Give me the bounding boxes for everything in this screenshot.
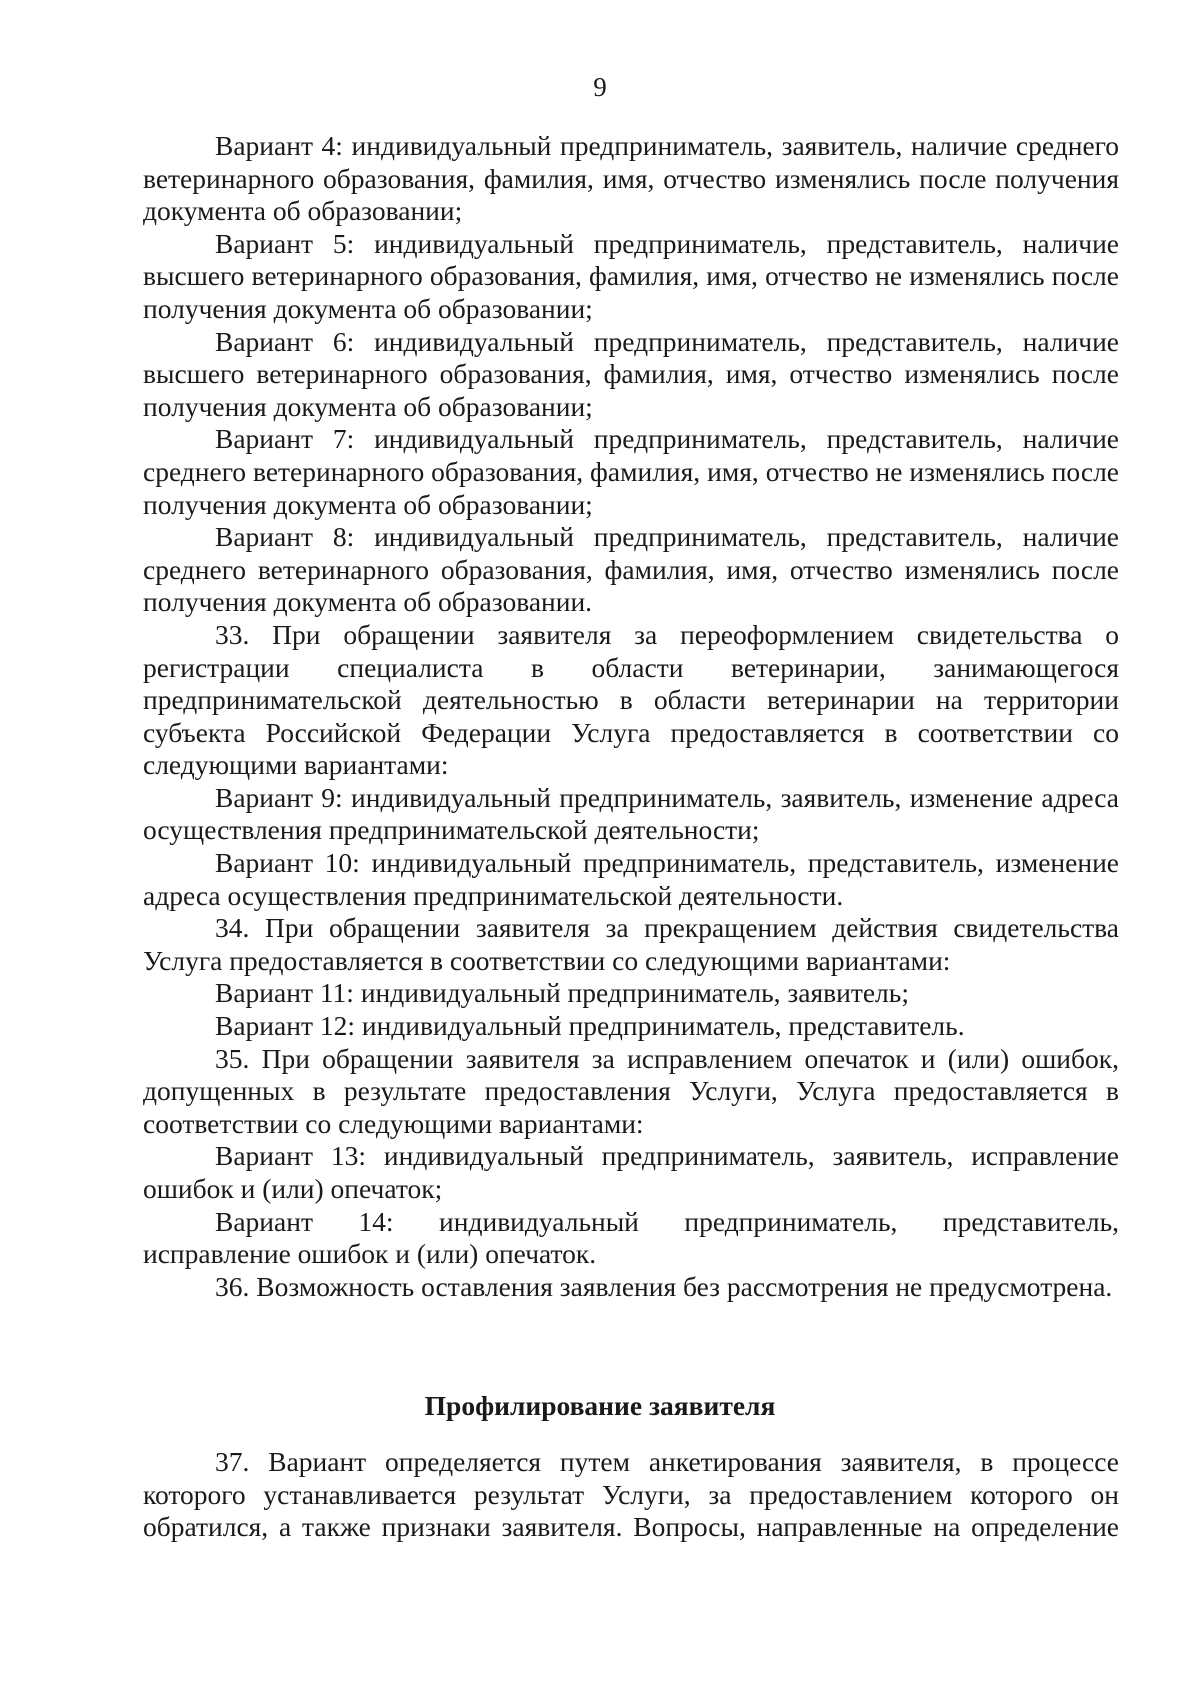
paragraph-variant-6: Вариант 6: индивидуальный предприниматель, представитель, наличие высшего ветеринарного образования, фамилия, имя, отчество изменялись после получения документа об образовании; [143,325,1119,422]
paragraph-37: 37. Вариант определяется путем анкетирования заявителя, в процессе которого устанавливается результат Услуги, за предоставлением которого он обратился, а также признаки заявителя. Вопросы, направленные на определение [143,1446,1119,1543]
paragraph-variant-5: Вариант 5: индивидуальный предприниматель, представитель, наличие высшего ветеринарного образования, фамилия, имя, отчество не изменялись после получения документа об образовании; [143,227,1119,324]
paragraph-variant-12: Вариант 12: индивидуальный предприниматель, представитель. [215,1010,965,1042]
paragraph-variant-7: Вариант 7: индивидуальный предприниматель, представитель, наличие среднего ветеринарного образования, фамилия, имя, отчество не изменялись после получения документа об образовании; [143,423,1119,520]
section-body [143,1446,1119,1544]
page-number: 9 [593,72,607,102]
paragraph-variant-13: Вариант 13: индивидуальный предприниматель, заявитель, исправление ошибок и (или) опечаток; [143,1140,1119,1204]
paragraph-33: 33. При обращении заявителя за переоформлением свидетельства о регистрации специалиста в области ветеринарии, занимающегося предпринимательской деятельностью в области ветеринарии на территории субъекта Российской Федерации Услуга предоставляется в соответствии со следующими вариантами: [143,618,1119,781]
document-body [143,130,1119,1303]
paragraph-variant-8: Вариант 8: индивидуальный предприниматель, представитель, наличие среднего ветеринарного образования, фамилия, имя, отчество изменялись после получения документа об образовании. [143,521,1119,618]
paragraph-variant-14: Вариант 14: индивидуальный предприниматель, представитель, исправление ошибок и (или) опечаток. [143,1205,1119,1270]
paragraph-variant-11: Вариант 11: индивидуальный предприниматель, заявитель; [215,977,909,1009]
paragraph-34: 34. При обращении заявителя за прекращением действия свидетельства Услуга предоставляется в соответствии со следующими вариантами: [143,912,1119,976]
paragraph-variant-4: Вариант 4: индивидуальный предприниматель, заявитель, наличие среднего ветеринарного образования, фамилия, имя, отчество изменялись после получения документа об образовании; [143,130,1119,227]
paragraph-variant-9: Вариант 9: индивидуальный предприниматель, заявитель, изменение адреса осуществления предпринимательской деятельности; [143,781,1119,846]
paragraph-35: 35. При обращении заявителя за исправлением опечаток и (или) ошибок, допущенных в результате предоставления Услуги, Услуга предоставляется в соответствии со следующими вариантами: [143,1042,1119,1139]
paragraph-variant-10: Вариант 10: индивидуальный предприниматель, представитель, изменение адреса осуществления предпринимательской деятельности. [143,847,1119,911]
paragraph-36: 36. Возможность оставления заявления без рассмотрения не предусмотрена. [215,1270,1113,1302]
section-heading: Профилирование заявителя [424,1390,776,1421]
